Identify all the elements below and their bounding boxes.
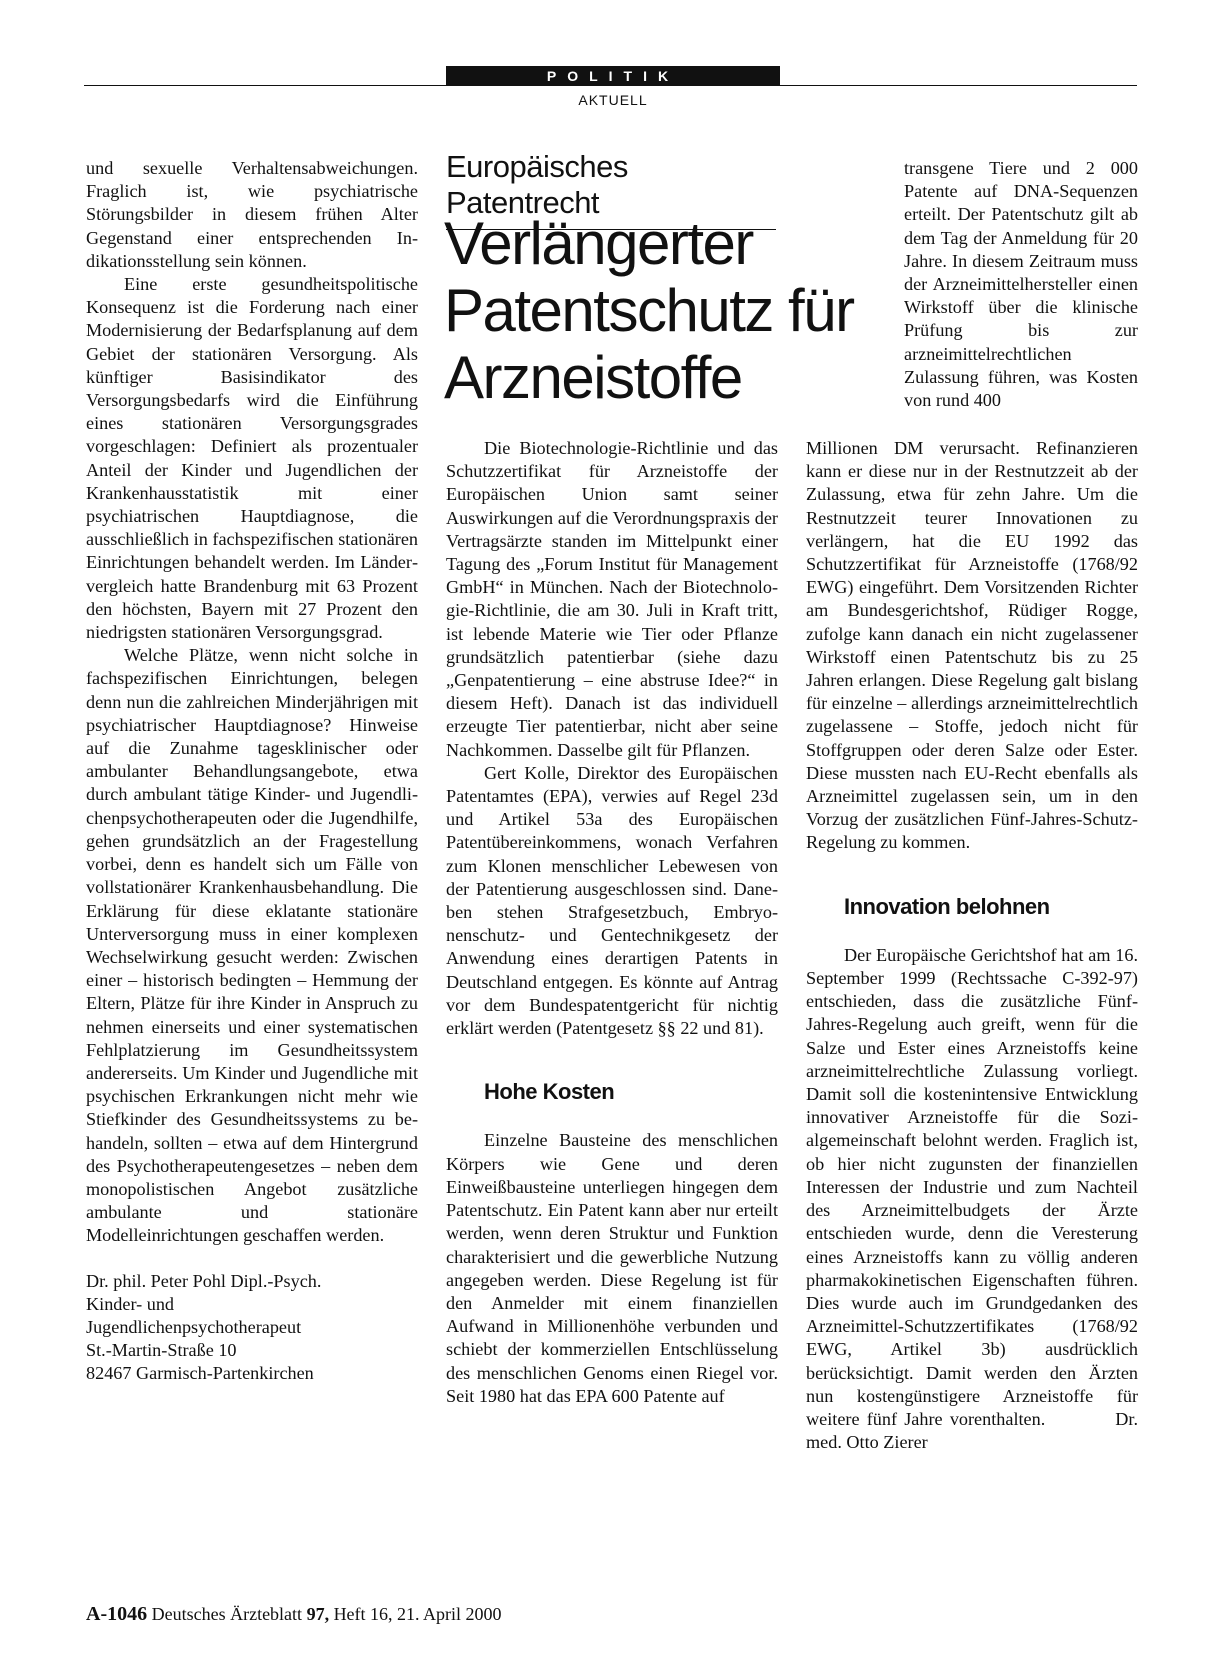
signature-line: Jugendlichenpsychotherapeut <box>86 1316 302 1337</box>
paragraph: Die Biotechnologie-Richtlinie und das Schutzzertifikat für Arzneistoffe der Europäischen Union samt seiner Auswirkungen auf die Verordnungspraxis der Vertragsärzte standen im Mittelpunkt einer Tagung des „Forum Institut für Management GmbH“ in München. Nach der Biotechnologie-Richtlinie, die am 30. Juli in Kraft tritt, ist lebende Materie wie Tier oder Pflanze grundsätzlich patentierbar (siehe dazu „Genpatentierung – eine abstruse Idee?“ in diesem Heft). Danach ist das individuell erzeugte Tier patentierbar, nicht aber seine Nachkommen. Dasselbe gilt für Pflanzen. <box>446 438 778 760</box>
headline-line: Arzneistoffe <box>444 344 742 411</box>
subsection-label: AKTUELL <box>578 92 648 108</box>
column-right <box>806 437 1138 1454</box>
journal-name: Deutsches Ärzteblatt <box>151 1604 303 1624</box>
paragraph: Gert Kolle, Direktor des Europäischen Patentamtes (EPA), verwies auf Regel 23d und Artikel 53a des Europäischen Patentübereinkommens, wonach Verfahren zum Klonen menschlicher Lebewesen von der Patentierung ausgeschlossen sind. Daneben stehen Strafgesetzbuch, Embryonenschutz- und Gentechnikgesetz der Anwendung eines derartigen Patents in Deutschland entgegen. Es könnte auf Antrag vor dem Bundespatentgericht für nichtig erklärt werden (Patentgesetz §§ 22 und 81). <box>446 762 778 1039</box>
signature-line: Dr. phil. Peter Pohl Dipl.-Psych. <box>86 1270 322 1291</box>
signature-line: St.-Martin-Straße 10 <box>86 1340 237 1361</box>
headline-line: Verlängerter <box>444 210 753 277</box>
page-number: A-1046 <box>86 1603 148 1625</box>
signature-line: 82467 Garmisch-Partenkirchen <box>86 1363 314 1384</box>
paragraph: Einzelne Bausteine des menschlichen Körpers wie Gene und deren Einweißbausteine unterliegen hingegen dem Patentschutz. Ein Patent kann aber nur erteilt werden, wenn deren Struktur und Funktion charakterisiert und die gewerbliche Nutzung angegeben werden. Diese Regelung ist für den Anmelder mit einem finanziellen Aufwand in Millionenhöhe verbunden und schiebt der kommerziellen Entschlüsselung des menschlichen Genoms einen Riegel vor. Seit 1980 hat das EPA 600 Patente auf <box>446 1130 778 1406</box>
article-author: Dr. med. Otto Zierer <box>806 1408 1138 1453</box>
article-headline <box>444 210 884 411</box>
author-signature <box>86 1270 418 1386</box>
paragraph-text: Der Europäische Gerichtshof hat am 16. September 1999 (Rechtssache C-392-97) entschieden, dass die zusätzliche Fünf-Jahres-Regelung auch greift, wenn für die Salze und Ester eines Arzneistoffs keine arzneimittelrechtliche Zulassung vorliegt. Damit soll die kostenintensive Entwicklung innovativer Arzneistoffe für die Sozialgemeinschaft belohnt werden. Fraglich ist, ob hier nicht zugunsten der finanziellen Interessen der Industrie und zum Nachteil des Arzneimittelbudgets der Ärzte entschieden wurde, denn die Veresterung eines Arzneistoffs kann zu völlig anderen pharmakokinetischen Eigenschaften führen. Dies wurde auch im Grundgedanken des Arzneimittel-Schutzzertifikates (1768/92 EWG, Artikel 3b) ausdrücklich berücksichtigt. Damit werden den Ärzten nun kostengünstigere Arzneistoffe für weitere fünf Jahre vorenthalten. <box>806 944 1138 1429</box>
section-label: POLITIK <box>446 66 780 86</box>
signature-line: Kinder- und <box>86 1293 175 1314</box>
paragraph: Welche Plätze, wenn nicht solche in fachspezifischen Einrichtungen, belegen denn nun die zahlreichen Minderjährigen mit psychiatrischer Hauptdiagnose? Hinweise auf die Zunahme tagesklinischer oder ambulanter Behandlungsangebote, etwa durch ambulant tätige Kinder- und Jugendlichenpsychotherapeuten oder die Jugendhilfe, gehen grundsätzlich an der Fragestellung vorbei, denn es handelt sich um Fälle von vollstationärer Krankenhausbehandlung. Die Erklärung für diese eklatante stationäre Unterversorgung muss in einer komplexen Wechselwirkung gesucht werden: Zwischen einer – historisch bedingten – Hemmung der Eltern, Plätze für ihre Kinder in Anspruch zu nehmen einerseits und einer systematischen Fehlplatzierung im Gesundheitssystem andererseits. Um Kinder und Jugendliche mit psychischen Erkrankungen nicht mehr wie Stiefkinder des Gesundheitssystems zu behandeln, sollten – etwa auf dem Hintergrund des Psychotherapeutengesetzes – neben dem monopolistischen Angebot zusätzliche ambulante und stationäre Modelleinrichtungen geschaffen werden. <box>86 645 418 1246</box>
column-right-top <box>904 157 1138 412</box>
journal-volume: 97, <box>306 1604 330 1624</box>
paragraph: transgene Tiere und 2 000 Patente auf DNA-Sequenzen erteilt. Der Patentschutz gilt ab dem Tag der Anmeldung für 20 Jahre. In diesem Zeitraum muss der Arzneimittelhersteller einen Wirkstoff über die klinische Prüfung bis zur arzneimittelrechtlichen Zulassung führen, was Kosten von rund 400 <box>904 158 1138 411</box>
headline-line: Patentschutz für <box>444 277 854 344</box>
subheading: Hohe Kosten <box>484 1079 615 1105</box>
column-left <box>86 157 418 1386</box>
paragraph: und sexuelle Verhaltensabweichungen. Fraglich ist, wie psychiatrische Störungsbilder in diesem frühen Alter Gegenstand einer entsprechenden Indikationsstellung sein können. <box>86 158 418 271</box>
subheading: Innovation belohnen <box>844 893 1050 919</box>
article-kicker: Europäisches Patentrecht <box>446 149 776 230</box>
paragraph: Millionen DM verursacht. Refinanzieren kann er diese nur in der Restnutzzeit ab der Zulassung, etwa für zehn Jahre. Um die Restnutzzeit teurer Innovationen zu verlängern, hat die EU 1992 das Schutzzertifikat für Arzneistoffe (1768/92 EWG) eingeführt. Dem Vorsitzenden Richter am Bundesgerichtshof, Rüdiger Rogge, zufolge kann danach ein nicht zugelassener Wirkstoff einen Patentschutz bis zu 25 Jahren erlangen. Diese Regelung galt bislang für einzelne – allerdings arzneimittelrechtlich zugelassene – Stoffe, jedoch nicht für Stoffgruppen oder deren Salze oder Ester. Diese mussten nach EU-Recht ebenfalls als Arzneimittel zugelassen sein, um in den Vorzug der zusätzlichen Fünf-Jahres-Schutz-Regelung zu kommen. <box>806 438 1138 853</box>
paragraph: Eine erste gesundheitspolitische Konsequenz ist die Forderung nach einer Modernisierung der Bedarfsplanung auf dem Gebiet der stationären Versorgung. Als künftiger Basisindikator des Versorgungsbedarfs wird die Einführung eines stationären Versorgungsgrades vorgeschlagen: Definiert als prozentualer Anteil der Kinder und Jugendlichen der Krankenhausstatistik mit einer psychiatrischen Hauptdiagnose, die ausschließlich in fachspezifischen stationären Einrichtungen behandelt werden. Im Ländervergleich hatte Brandenburg mit 63 Prozent den höchsten, Bayern mit 27 Prozent den niedrigsten stationären Versorgungsgrad. <box>86 274 418 643</box>
paragraph <box>806 944 1138 1454</box>
journal-issue: Heft 16, 21. April 2000 <box>333 1604 502 1624</box>
page-footer <box>86 1603 502 1626</box>
column-middle <box>446 437 778 1408</box>
